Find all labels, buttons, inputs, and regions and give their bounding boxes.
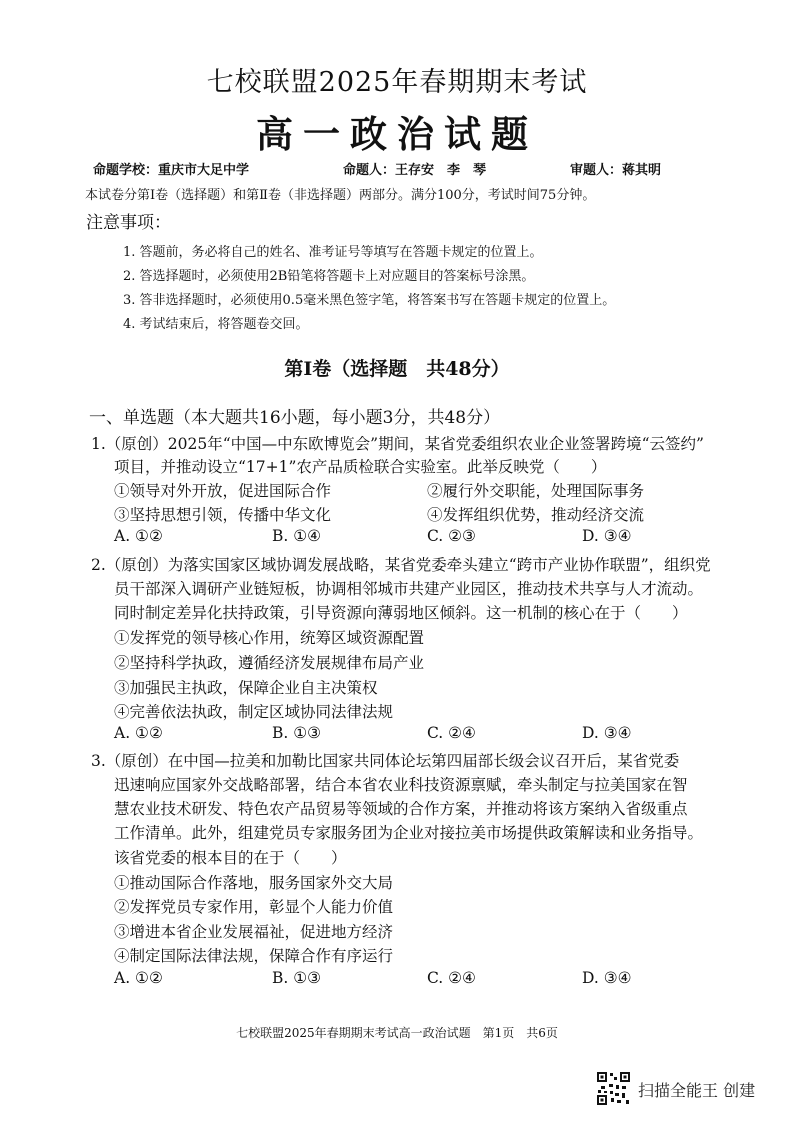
q1-option-4: ④发挥组织优势，推动经济交流 (427, 506, 645, 524)
q2-choice-b: B. ①③ (272, 724, 322, 742)
q2-stem: 2.（原创）为落实国家区域协调发展战略，某省党委牵头建立“跨市产业协作联盟”，组织党 (91, 556, 711, 574)
part-heading: 一、单选题（本大题共16小题，每小题3分，共48分） (89, 408, 501, 428)
q2-option-2: ②坚持科学执政，遵循经济发展规律布局产业 (114, 654, 425, 672)
meta-school: 命题学校：重庆市大足中学 (93, 163, 250, 178)
q2-choice-a: A. ①② (114, 724, 163, 742)
page-footer: 七校联盟2025年春期期末考试高一政治试题 第1页 共6页 (236, 1026, 558, 1040)
meta-authors: 命题人：王存安 李 琴 (343, 163, 487, 178)
scanner-watermark: 扫描全能王 创建 (638, 1081, 756, 1100)
q3-option-2: ②发挥党员专家作用，彰显个人能力价值 (114, 898, 394, 916)
section-heading: 第Ⅰ卷（选择题 共48分） (284, 358, 510, 380)
q3-stem: 3.（原创）在中国—拉美和加勒比国家共同体论坛第四届部长级会议召开后，某省党委 (91, 752, 680, 770)
q1-choice-a: A. ①② (114, 527, 163, 545)
q2-choice-c: C. ②④ (427, 724, 476, 742)
q3-choice-a: A. ①② (114, 969, 163, 987)
q3-choice-d: D. ③④ (582, 969, 632, 987)
notice-item: 3. 答非选择题时，必须使用0.5毫米黑色签字笔，将答案书写在答题卡规定的位置上。 (123, 293, 616, 308)
q1-option-2: ②履行外交职能，处理国际事务 (427, 482, 645, 500)
q3-stem-cont: 迅速响应国家外交战略部署，结合本省农业科技资源禀赋，牵头制定与拉美国家在智 (114, 776, 688, 794)
exam-subtitle: 高一政治试题 (256, 112, 538, 156)
exam-intro: 本试卷分第Ⅰ卷（选择题）和第Ⅱ卷（非选择题）两部分。满分100分，考试时间75分钟。 (85, 188, 596, 203)
q2-option-1: ①发挥党的领导核心作用，统筹区域资源配置 (114, 629, 425, 647)
notice-item: 4. 考试结束后，将答题卷交回。 (123, 317, 309, 332)
notice-item: 2. 答选择题时，必须使用2B铅笔将答题卡上对应题目的答案标号涂黑。 (123, 269, 535, 284)
exam-title: 七校联盟2025年春期期末考试 (206, 67, 588, 98)
q3-choice-b: B. ①③ (272, 969, 322, 987)
q1-option-3: ③坚持思想引领，传播中华文化 (114, 506, 332, 524)
q1-choice-c: C. ②③ (427, 527, 476, 545)
q3-stem-cont: 慧农业技术研发、特色农产品贸易等领域的合作方案，并推动将该方案纳入省级重点 (114, 800, 688, 818)
notice-item: 1. 答题前，务必将自己的姓名、准考证号等填写在答题卡规定的位置上。 (123, 245, 543, 260)
q2-option-3: ③加强民主执政，保障企业自主决策权 (114, 679, 378, 697)
q3-stem-cont: 该省党委的根本目的在于（ ） (114, 849, 347, 867)
q1-option-1: ①领导对外开放，促进国际合作 (114, 482, 332, 500)
notice-heading: 注意事项： (86, 213, 171, 233)
q2-stem-cont: 员干部深入调研产业链短板，协调相邻城市共建产业园区，推动技术共享与人才流动。 (114, 580, 704, 598)
q3-option-1: ①推动国际合作落地，服务国家外交大局 (114, 874, 394, 892)
q3-choice-c: C. ②④ (427, 969, 476, 987)
q1-choice-b: B. ①④ (272, 527, 322, 545)
q1-stem-cont: 项目，并推动设立“17+1”农产品质检联合实验室。此举反映党（ ） (114, 458, 607, 476)
q3-option-3: ③增进本省企业发展福祉，促进地方经济 (114, 923, 394, 941)
q3-stem-cont: 工作清单。此外，组建党员专家服务团为企业对接拉美市场提供政策解读和业务指导。 (114, 824, 704, 842)
q2-choice-d: D. ③④ (582, 724, 632, 742)
q1-choice-d: D. ③④ (582, 527, 632, 545)
q3-option-4: ④制定国际法律法规，保障合作有序运行 (114, 947, 394, 965)
q1-stem: 1.（原创）2025年“中国—中东欧博览会”期间，某省党委组织农业企业签署跨境“云签约” (91, 435, 704, 453)
q2-option-4: ④完善依法执政，制定区域协同法律法规 (114, 703, 394, 721)
qr-code-icon (596, 1071, 631, 1106)
q2-stem-cont: 同时制定差异化扶持政策，引导资源向薄弱地区倾斜。这一机制的核心在于（ ） (114, 604, 688, 622)
meta-reviewer: 审题人：蒋其明 (570, 163, 662, 178)
